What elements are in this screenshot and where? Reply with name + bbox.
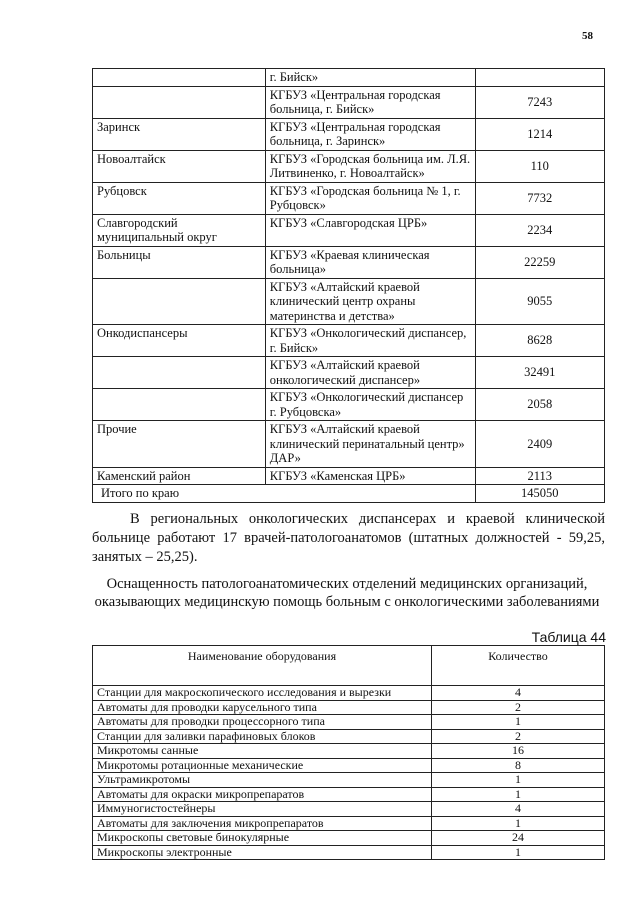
equipment-name-cell: Микротомы санные xyxy=(93,744,432,759)
total-value: 145050 xyxy=(475,485,604,503)
area-cell: Онкодиспансеры xyxy=(93,325,266,357)
equipment-name-cell: Станции для макроскопического исследования и вырезки xyxy=(93,686,432,701)
area-cell xyxy=(93,357,266,389)
table-row xyxy=(93,182,605,214)
area-cell: Славгородский муниципальный округ xyxy=(93,214,266,246)
organization-cell: КГБУЗ «Краевая клиническая больница» xyxy=(265,246,475,278)
table-row xyxy=(93,325,605,357)
organization-cell: КГБУЗ «Центральная городская больница, г. Заринск» xyxy=(265,118,475,150)
table-row xyxy=(93,467,605,485)
equipment-qty-header: Количество xyxy=(432,646,605,686)
count-cell xyxy=(475,69,604,87)
equipment-name-cell: Иммуногистостейнеры xyxy=(93,802,432,817)
equipment-qty-cell: 24 xyxy=(432,831,605,846)
organization-cell: КГБУЗ «Городская больница им. Л.Я. Литвиненко, г. Новоалтайск» xyxy=(265,150,475,182)
equipment-name-cell: Ультрамикротомы xyxy=(93,773,432,788)
organizations-table xyxy=(92,68,605,503)
equipment-name-cell: Автоматы для заключения микропрепаратов xyxy=(93,816,432,831)
area-cell xyxy=(93,389,266,421)
organization-cell: КГБУЗ «Каменская ЦРБ» xyxy=(265,467,475,485)
table-row xyxy=(93,758,605,773)
equipment-qty-cell: 4 xyxy=(432,686,605,701)
organization-cell: КГБУЗ «Алтайский краевой клинический центр охраны материнства и детства» xyxy=(265,278,475,325)
table-row xyxy=(93,816,605,831)
organization-cell: КГБУЗ «Центральная городская больница, г. Бийск» xyxy=(265,86,475,118)
table-row xyxy=(93,686,605,701)
table-row xyxy=(93,831,605,846)
organization-cell: КГБУЗ «Алтайский краевой онкологический диспансер» xyxy=(265,357,475,389)
table-row xyxy=(93,715,605,730)
equipment-name-cell: Автоматы для проводки карусельного типа xyxy=(93,700,432,715)
table-row xyxy=(93,357,605,389)
count-cell: 2113 xyxy=(475,467,604,485)
equipment-heading: Оснащенность патологоанатомических отделений медицинских организаций, оказывающих медицинскую помощь больным с онкологическими заболеваниями xyxy=(94,576,600,610)
area-cell xyxy=(93,69,266,87)
organization-cell: г. Бийск» xyxy=(265,69,475,87)
equipment-name-cell: Микроскопы световые бинокулярные xyxy=(93,831,432,846)
equipment-qty-cell: 1 xyxy=(432,773,605,788)
organization-cell: КГБУЗ «Алтайский краевой клинический перинатальный центр» ДАР» xyxy=(265,421,475,468)
equipment-qty-cell: 16 xyxy=(432,744,605,759)
area-cell: Заринск xyxy=(93,118,266,150)
count-cell: 1214 xyxy=(475,118,604,150)
count-cell: 110 xyxy=(475,150,604,182)
area-cell: Больницы xyxy=(93,246,266,278)
organization-cell: КГБУЗ «Онкологический диспансер г. Рубцовска» xyxy=(265,389,475,421)
equipment-table-body xyxy=(93,686,605,860)
organization-cell: КГБУЗ «Онкологический диспансер, г. Бийск» xyxy=(265,325,475,357)
count-cell: 8628 xyxy=(475,325,604,357)
equipment-name-cell: Автоматы для окраски микропрепаратов xyxy=(93,787,432,802)
area-cell: Прочие xyxy=(93,421,266,468)
area-cell: Каменский район xyxy=(93,467,266,485)
count-cell: 22259 xyxy=(475,246,604,278)
equipment-name-cell: Автоматы для проводки процессорного типа xyxy=(93,715,432,730)
area-cell xyxy=(93,278,266,325)
equipment-name-header: Наименование оборудования xyxy=(93,646,432,686)
page-number: 58 xyxy=(582,30,593,42)
pathologists-paragraph: В региональных онкологических диспансерах и краевой клинической больнице работают 17 врачей-патологоанатомов (штатных должностей - 59,25, занятых – 25,25). xyxy=(92,511,605,565)
table-row xyxy=(93,69,605,87)
equipment-qty-cell: 2 xyxy=(432,700,605,715)
organization-cell: КГБУЗ «Городская больница № 1, г. Рубцовск» xyxy=(265,182,475,214)
table-row xyxy=(93,278,605,325)
equipment-qty-cell: 1 xyxy=(432,787,605,802)
organizations-table-body xyxy=(93,69,605,503)
table-row xyxy=(93,787,605,802)
equipment-qty-cell: 1 xyxy=(432,715,605,730)
table-row xyxy=(93,700,605,715)
equipment-table xyxy=(92,645,605,860)
table-row xyxy=(93,214,605,246)
equipment-header-row xyxy=(93,646,605,686)
table-row xyxy=(93,802,605,817)
equipment-name-cell: Станции для заливки парафиновых блоков xyxy=(93,729,432,744)
table-row xyxy=(93,421,605,468)
area-cell: Рубцовск xyxy=(93,182,266,214)
organization-cell: КГБУЗ «Славгородская ЦРБ» xyxy=(265,214,475,246)
table-row xyxy=(93,845,605,860)
table-row xyxy=(93,389,605,421)
equipment-qty-cell: 4 xyxy=(432,802,605,817)
table-row xyxy=(93,246,605,278)
area-cell: Новоалтайск xyxy=(93,150,266,182)
count-cell: 7243 xyxy=(475,86,604,118)
table-row xyxy=(93,773,605,788)
count-cell: 2409 xyxy=(475,421,604,468)
total-row xyxy=(93,485,605,503)
count-cell: 32491 xyxy=(475,357,604,389)
equipment-qty-cell: 1 xyxy=(432,816,605,831)
count-cell: 9055 xyxy=(475,278,604,325)
area-cell xyxy=(93,86,266,118)
equipment-qty-cell: 1 xyxy=(432,845,605,860)
table-row xyxy=(93,150,605,182)
count-cell: 2058 xyxy=(475,389,604,421)
table-row xyxy=(93,118,605,150)
equipment-qty-cell: 2 xyxy=(432,729,605,744)
total-label: Итого по краю xyxy=(93,485,476,503)
table-number-label: Таблица 44 xyxy=(531,629,606,645)
count-cell: 2234 xyxy=(475,214,604,246)
table-row xyxy=(93,744,605,759)
equipment-qty-cell: 8 xyxy=(432,758,605,773)
count-cell: 7732 xyxy=(475,182,604,214)
equipment-name-cell: Микроскопы электронные xyxy=(93,845,432,860)
table-row xyxy=(93,729,605,744)
table-row xyxy=(93,86,605,118)
equipment-name-cell: Микротомы ротационные механические xyxy=(93,758,432,773)
